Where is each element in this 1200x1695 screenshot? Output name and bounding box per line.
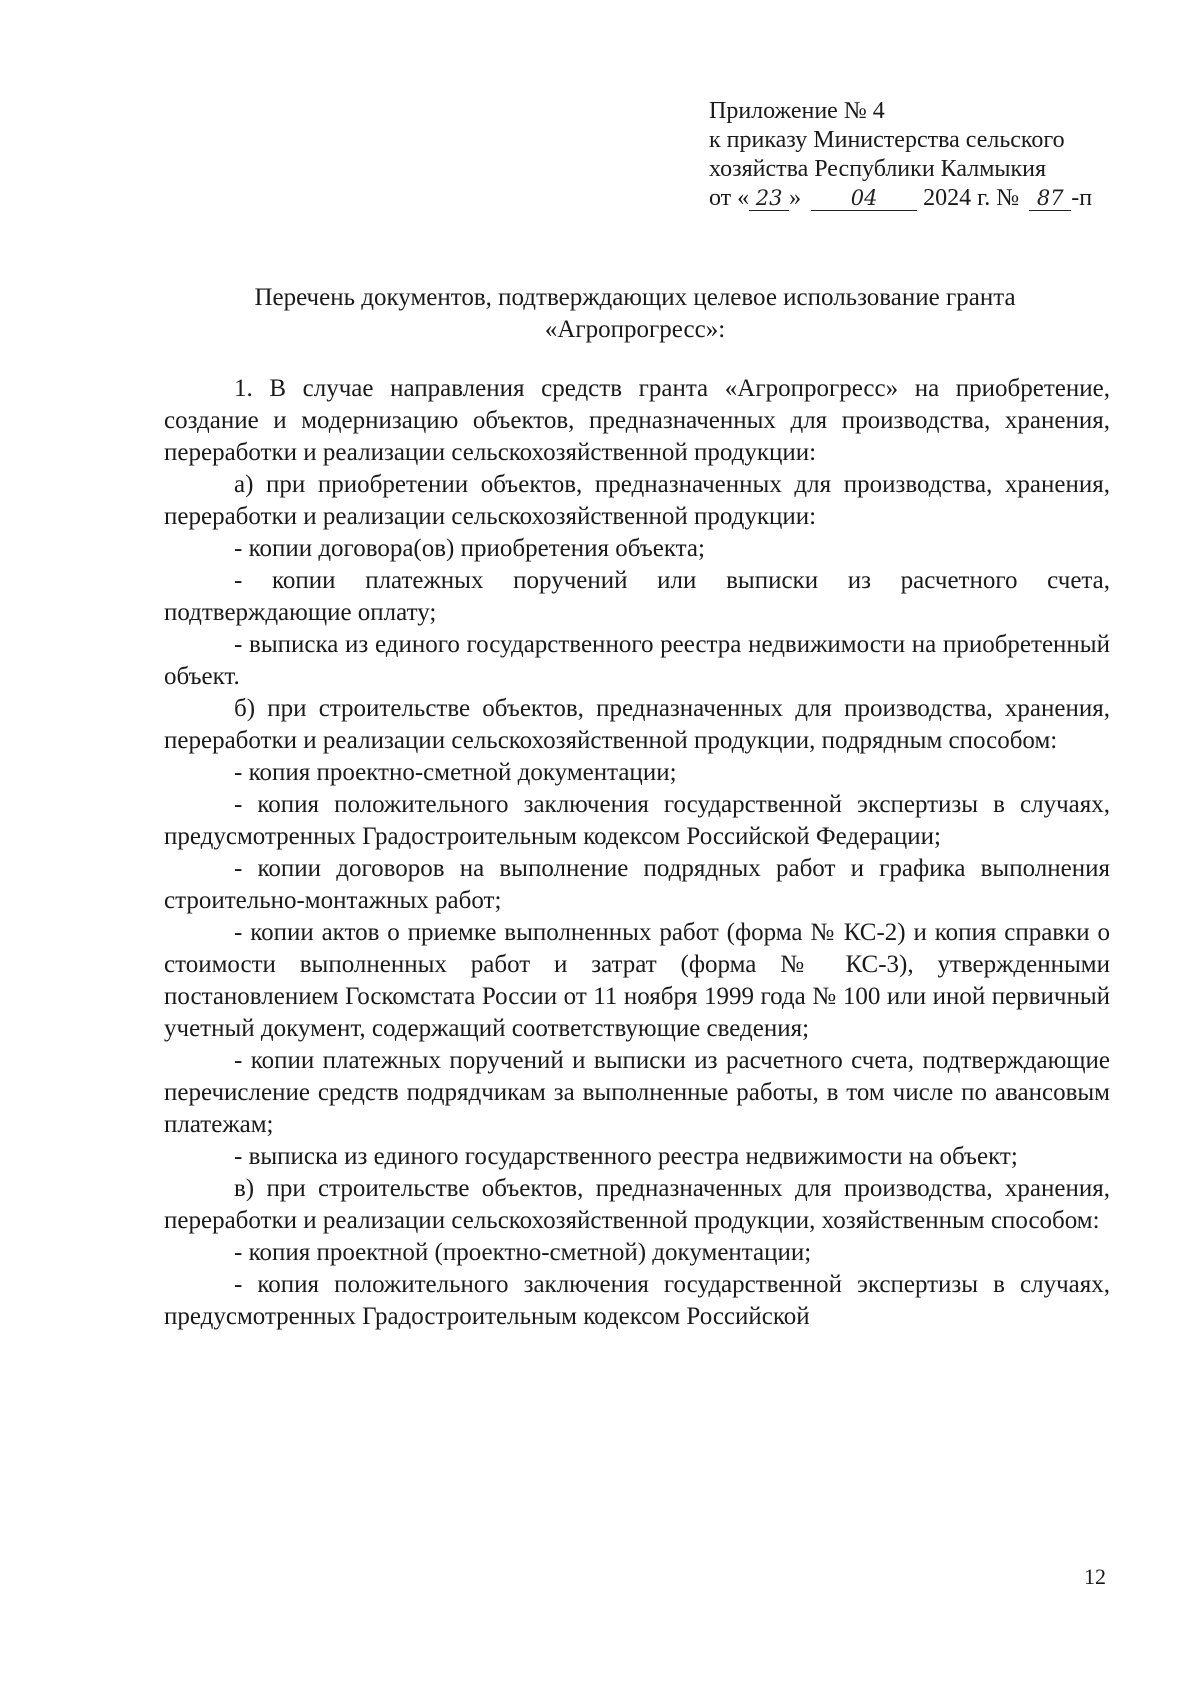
document-body xyxy=(164,373,1110,1333)
order-number-handwritten: 87 xyxy=(1029,186,1071,211)
date-prefix: от « xyxy=(709,185,750,211)
title-line-2: «Агропрогресс»: xyxy=(544,316,726,343)
date-year: 2024 г. № xyxy=(923,185,1020,211)
list-item: - копии актов о приемке выполненных работ (форма № КС-2) и копия справки о стоимости выполненных работ и затрат (форма № КС-3), утвержденными постановлением Госкомстата России от 11 ноября 1999 года № 100 или иной первичный учетный документ, содержащий соответствующие сведения; xyxy=(164,919,1110,1042)
list-item: - копия положительного заключения государственной экспертизы в случаях, предусмотренных Градостроительным кодексом Российской xyxy=(164,1271,1110,1330)
appendix-block xyxy=(709,97,1149,213)
list-item: - копия проектно-сметной документации; xyxy=(234,759,677,786)
paragraph-item-1: 1. В случае направления средств гранта «Агропрогресс» на приобретение, создание и модернизацию объектов, предназначенных для производства, хранения, переработки и реализации сельскохозяйственной продукции: xyxy=(164,375,1110,466)
order-suffix: -п xyxy=(1071,185,1093,211)
document-title xyxy=(160,282,1110,346)
list-item: - выписка из единого государственного реестра недвижимости на приобретенный объект. xyxy=(164,631,1110,690)
page-number: 12 xyxy=(1084,1564,1106,1589)
date-month-handwritten: 04 xyxy=(811,186,917,211)
list-item: - копии платежных поручений или выписки из расчетного счета, подтверждающие оплату; xyxy=(164,567,1110,626)
appendix-order-ref: к приказу Министерства сельского xyxy=(709,127,1065,153)
date-close: » xyxy=(789,185,802,211)
list-item: - копии договоров на выполнение подрядных работ и графика выполнения строительно-монтажных работ; xyxy=(164,855,1110,914)
date-day-handwritten: 23 xyxy=(749,186,789,211)
list-item: - копии платежных поручений и выписки из расчетного счета, подтверждающие перечисление средств подрядчикам за выполненные работы, в том числе по авансовым платежам; xyxy=(164,1047,1110,1138)
appendix-title: Приложение № 4 xyxy=(709,98,885,124)
appendix-date-line xyxy=(709,184,1149,213)
list-item: - копия проектной (проектно-сметной) документации; xyxy=(234,1239,812,1266)
list-item: - выписка из единого государственного реестра недвижимости на объект; xyxy=(234,1143,1018,1170)
paragraph-subitem-b: б) при строительстве объектов, предназначенных для производства, хранения, переработки и реализации сельскохозяйственной продукции, подрядным способом: xyxy=(164,695,1110,754)
title-line-1: Перечень документов, подтверждающих целевое использование гранта xyxy=(254,284,1016,311)
list-item: - копии договора(ов) приобретения объекта; xyxy=(234,535,705,562)
paragraph-subitem-v: в) при строительстве объектов, предназначенных для производства, хранения, переработки и реализации сельскохозяйственной продукции, хозяйственным способом: xyxy=(164,1175,1110,1234)
list-item: - копия положительного заключения государственной экспертизы в случаях, предусмотренных Градостроительным кодексом Российской Федерации; xyxy=(164,791,1110,850)
appendix-ministry: хозяйства Республики Калмыкия xyxy=(709,156,1047,182)
paragraph-subitem-a: а) при приобретении объектов, предназначенных для производства, хранения, переработки и реализации сельскохозяйственной продукции: xyxy=(164,471,1110,530)
